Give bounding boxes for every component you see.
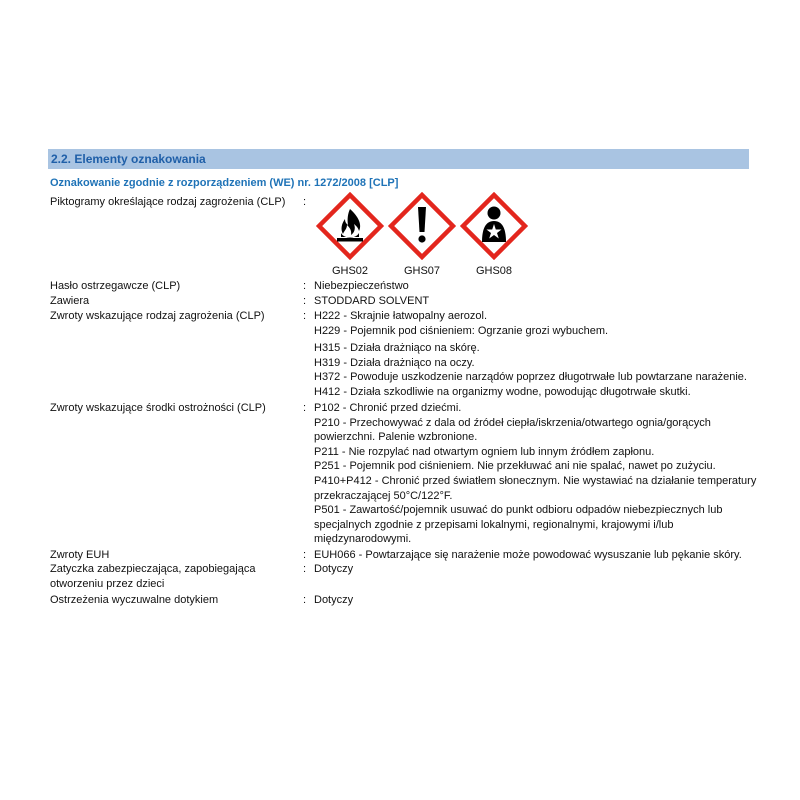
hazard-line: H222 - Skrajnie łatwopalny aerozol.: [314, 310, 488, 322]
colon: :: [303, 549, 307, 561]
hazard-statements: [314, 309, 754, 338]
child-closure-value: Dotyczy: [314, 563, 354, 575]
flame-icon: [316, 192, 384, 260]
tactile-warning-label: Ostrzeżenia wyczuwalne dotykiem: [50, 594, 219, 606]
precaution-line: P410+P412 - Chronić przed światłem słonecznym. Nie wystawiać na działanie temperatury: [314, 474, 757, 487]
hazard-line: H229 - Pojemnik pod ciśnieniem: Ogrzanie grozi wybuchem.: [314, 324, 609, 337]
colon: :: [303, 594, 307, 606]
regulation-subtitle: Oznakowanie zgodnie z rozporządzeniem (WE) nr. 1272/2008 [CLP]: [50, 177, 399, 189]
tactile-warning-value: Dotyczy: [314, 594, 354, 606]
precautionary-statements-label: Zwroty wskazujące środki ostrożności (CLP): [50, 402, 266, 414]
precaution-line: międzynarodowymi.: [314, 533, 412, 546]
colon: :: [303, 563, 307, 575]
precaution-line: P211 - Nie rozpylać nad otwartym ogniem lub innym źródłem zapłonu.: [314, 445, 655, 458]
precaution-line: P501 - Zawartość/pojemnik usuwać do punkt odbioru odpadów niebezpiecznych lub: [314, 504, 723, 517]
child-closure-label-line: Zatyczka zabezpieczająca, zapobiegająca: [50, 563, 256, 575]
pictogram-code: GHS02: [331, 265, 369, 277]
hazard-statements-label: Zwroty wskazujące rodzaj zagrożenia (CLP): [50, 310, 265, 322]
hazard-line: H315 - Działa drażniąco na skórę.: [314, 342, 480, 354]
contains-label: Zawiera: [50, 295, 90, 307]
colon: :: [303, 196, 307, 208]
signal-word-label: Hasło ostrzegawcze (CLP): [50, 280, 181, 292]
pictogram-code: GHS07: [403, 265, 441, 277]
hazard-line: H412 - Działa szkodliwie na organizmy wodne, powodując długotrwałe skutki.: [314, 385, 691, 398]
precaution-line: P251 - Pojemnik pod ciśnieniem. Nie przekłuwać ani nie spalać, nawet po zużyciu.: [314, 460, 716, 473]
health-hazard-icon: [460, 192, 528, 260]
precaution-line: powierzchni. Palenie wzbronione.: [314, 431, 478, 444]
precaution-line: P102 - Chronić przed dziećmi.: [314, 402, 462, 414]
exclamation-icon: [388, 192, 456, 260]
euh-value: [314, 548, 754, 563]
precautionary-statements: [314, 401, 757, 547]
hazard-statements-group: [314, 341, 754, 399]
euh-label: Zwroty EUH: [50, 549, 110, 561]
contains-value: STODDARD SOLVENT: [314, 295, 430, 307]
signal-word-value: Niebezpieczeństwo: [314, 280, 409, 292]
child-closure-label-line: otworzeniu przez dzieci: [50, 577, 165, 590]
pictograms-label: Piktogramy określające rodzaj zagrożenia (CLP): [50, 196, 286, 208]
section-title: 2.2. Elementy oznakowania: [48, 149, 749, 169]
colon: :: [303, 310, 307, 322]
precaution-line: P210 - Przechowywać z dala od źródeł ciepła/iskrzenia/otwartego ognia/gorących: [314, 416, 711, 429]
precaution-line: specjalnych zgodnie z przepisami lokalnymi, regionalnymi, krajowymi i/lub: [314, 518, 674, 531]
euh-line: EUH066 - Powtarzające się narażenie może powodować wysuszanie lub pękanie skóry.: [314, 549, 742, 561]
hazard-line: H319 - Działa drażniąco na oczy.: [314, 356, 475, 369]
precaution-line: przekraczającej 50°C/122°F.: [314, 489, 453, 502]
hazard-line: H372 - Powoduje uszkodzenie narządów poprzez długotrwałe lub powtarzane narażenie.: [314, 371, 747, 384]
colon: :: [303, 402, 307, 414]
pictogram-code: GHS08: [475, 265, 513, 277]
colon: :: [303, 295, 307, 307]
colon: :: [303, 280, 307, 292]
child-closure-label: [50, 562, 255, 591]
